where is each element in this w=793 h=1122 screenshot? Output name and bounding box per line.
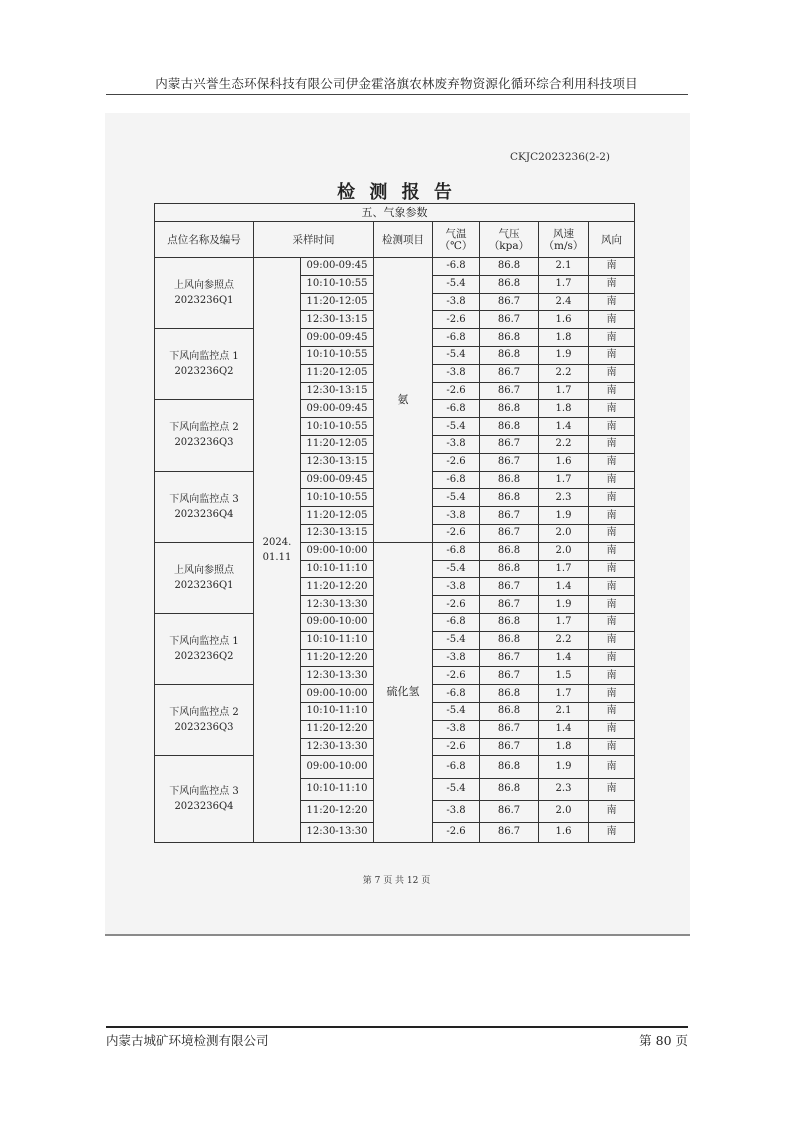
temperature-cell: -2.6 bbox=[433, 596, 480, 614]
wind-direction-cell: 南 bbox=[589, 578, 635, 596]
footer-page-number: 第 80 页 bbox=[639, 1033, 688, 1048]
sampling-time-cell: 11:20-12:05 bbox=[301, 364, 374, 382]
table-row bbox=[155, 258, 635, 276]
sampling-time-cell: 10:10-10:55 bbox=[301, 275, 374, 293]
wind-direction-cell: 南 bbox=[589, 613, 635, 631]
temperature-cell: -5.4 bbox=[433, 275, 480, 293]
temperature-cell: -6.8 bbox=[433, 756, 480, 779]
col-wind-speed-header: 风速 （m/s） bbox=[539, 222, 589, 258]
temperature-cell: -5.4 bbox=[433, 418, 480, 436]
footer-divider bbox=[106, 1026, 688, 1028]
pressure-cell: 86.8 bbox=[480, 258, 539, 276]
pressure-cell: 86.7 bbox=[480, 382, 539, 400]
wind-direction-cell: 南 bbox=[589, 524, 635, 542]
wind-direction-cell: 南 bbox=[589, 418, 635, 436]
wind-direction-cell: 南 bbox=[589, 453, 635, 471]
temperature-cell: -3.8 bbox=[433, 507, 480, 525]
sampling-time-cell: 10:10-11:10 bbox=[301, 778, 374, 800]
wind-direction-cell: 南 bbox=[589, 400, 635, 418]
pressure-cell: 86.7 bbox=[480, 364, 539, 382]
table-row bbox=[155, 542, 635, 560]
temperature-cell: -5.4 bbox=[433, 631, 480, 649]
wind-speed-cell: 1.4 bbox=[539, 720, 589, 738]
col-pressure-header: 气压 （kpa） bbox=[480, 222, 539, 258]
temperature-cell: -2.6 bbox=[433, 311, 480, 329]
wind-direction-cell: 南 bbox=[589, 720, 635, 738]
wind-direction-cell: 南 bbox=[589, 800, 635, 822]
pressure-cell: 86.7 bbox=[480, 453, 539, 471]
wind-speed-cell: 1.8 bbox=[539, 738, 589, 756]
pressure-cell: 86.8 bbox=[480, 400, 539, 418]
report-code: CKJC2023236(2-2) bbox=[510, 151, 610, 163]
temperature-cell: -6.8 bbox=[433, 258, 480, 276]
pressure-cell: 86.8 bbox=[480, 631, 539, 649]
meteorological-table bbox=[154, 203, 635, 843]
wind-speed-cell: 1.7 bbox=[539, 471, 589, 489]
sampling-time-cell: 11:20-12:20 bbox=[301, 720, 374, 738]
site-name-cell: 下风向监控点 3 2023236Q4 bbox=[155, 756, 254, 843]
temperature-cell: -5.4 bbox=[433, 346, 480, 364]
site-name-cell: 下风向监控点 1 2023236Q2 bbox=[155, 329, 254, 400]
temperature-cell: -2.6 bbox=[433, 738, 480, 756]
temperature-cell: -3.8 bbox=[433, 364, 480, 382]
wind-direction-cell: 南 bbox=[589, 685, 635, 703]
temperature-cell: -6.8 bbox=[433, 542, 480, 560]
wind-direction-cell: 南 bbox=[589, 702, 635, 720]
sampling-time-cell: 12:30-13:30 bbox=[301, 738, 374, 756]
sampling-time-cell: 09:00-09:45 bbox=[301, 471, 374, 489]
pressure-cell: 86.8 bbox=[480, 613, 539, 631]
wind-speed-cell: 1.9 bbox=[539, 596, 589, 614]
sampling-time-cell: 11:20-12:20 bbox=[301, 649, 374, 667]
pressure-cell: 86.8 bbox=[480, 471, 539, 489]
temperature-cell: -5.4 bbox=[433, 702, 480, 720]
section-title: 五、气象参数 bbox=[155, 204, 635, 222]
sampling-time-cell: 10:10-10:55 bbox=[301, 489, 374, 507]
sampling-time-cell: 09:00-10:00 bbox=[301, 685, 374, 703]
pressure-cell: 86.7 bbox=[480, 435, 539, 453]
wind-direction-cell: 南 bbox=[589, 382, 635, 400]
pressure-cell: 86.8 bbox=[480, 346, 539, 364]
wind-direction-cell: 南 bbox=[589, 471, 635, 489]
pressure-cell: 86.7 bbox=[480, 738, 539, 756]
wind-direction-cell: 南 bbox=[589, 738, 635, 756]
pressure-cell: 86.8 bbox=[480, 560, 539, 578]
wind-speed-cell: 2.3 bbox=[539, 489, 589, 507]
sampling-time-cell: 10:10-10:55 bbox=[301, 346, 374, 364]
footer-company: 内蒙古城矿环境检测有限公司 bbox=[106, 1033, 269, 1048]
pressure-cell: 86.7 bbox=[480, 800, 539, 822]
header-divider bbox=[106, 94, 688, 95]
pressure-cell: 86.8 bbox=[480, 542, 539, 560]
wind-speed-cell: 2.0 bbox=[539, 800, 589, 822]
wind-speed-cell: 1.6 bbox=[539, 822, 589, 842]
pressure-cell: 86.7 bbox=[480, 649, 539, 667]
wind-speed-cell: 1.7 bbox=[539, 685, 589, 703]
pressure-cell: 86.8 bbox=[480, 329, 539, 347]
pressure-cell: 86.7 bbox=[480, 720, 539, 738]
wind-direction-cell: 南 bbox=[589, 329, 635, 347]
sampling-time-cell: 12:30-13:15 bbox=[301, 524, 374, 542]
sampling-time-cell: 12:30-13:30 bbox=[301, 596, 374, 614]
wind-direction-cell: 南 bbox=[589, 507, 635, 525]
wind-direction-cell: 南 bbox=[589, 596, 635, 614]
temperature-cell: -5.4 bbox=[433, 560, 480, 578]
wind-direction-cell: 南 bbox=[589, 364, 635, 382]
sampling-time-cell: 09:00-10:00 bbox=[301, 756, 374, 779]
col-item-header: 检测项目 bbox=[374, 222, 433, 258]
temperature-cell: -2.6 bbox=[433, 453, 480, 471]
wind-speed-cell: 2.0 bbox=[539, 542, 589, 560]
pressure-cell: 86.7 bbox=[480, 293, 539, 311]
wind-direction-cell: 南 bbox=[589, 560, 635, 578]
temperature-cell: -3.8 bbox=[433, 720, 480, 738]
wind-speed-cell: 1.7 bbox=[539, 275, 589, 293]
site-name-cell: 上风向参照点 2023236Q1 bbox=[155, 542, 254, 613]
wind-speed-cell: 1.7 bbox=[539, 613, 589, 631]
temperature-cell: -3.8 bbox=[433, 293, 480, 311]
wind-direction-cell: 南 bbox=[589, 649, 635, 667]
wind-speed-cell: 1.5 bbox=[539, 667, 589, 685]
wind-speed-cell: 2.0 bbox=[539, 524, 589, 542]
sampling-time-cell: 11:20-12:05 bbox=[301, 293, 374, 311]
sampling-time-cell: 11:20-12:20 bbox=[301, 578, 374, 596]
site-name-cell: 下风向监控点 2 2023236Q3 bbox=[155, 400, 254, 471]
pressure-cell: 86.7 bbox=[480, 524, 539, 542]
test-item-cell: 氨 bbox=[374, 258, 433, 543]
temperature-cell: -6.8 bbox=[433, 329, 480, 347]
sampling-time-cell: 12:30-13:30 bbox=[301, 667, 374, 685]
pressure-cell: 86.8 bbox=[480, 685, 539, 703]
sampling-time-cell: 11:20-12:20 bbox=[301, 800, 374, 822]
pressure-cell: 86.8 bbox=[480, 418, 539, 436]
sampling-time-cell: 11:20-12:05 bbox=[301, 435, 374, 453]
scan-page-info: 第 7 页 共 12 页 bbox=[362, 876, 431, 886]
wind-direction-cell: 南 bbox=[589, 667, 635, 685]
wind-direction-cell: 南 bbox=[589, 489, 635, 507]
sampling-time-cell: 12:30-13:15 bbox=[301, 311, 374, 329]
wind-speed-cell: 1.4 bbox=[539, 649, 589, 667]
pressure-cell: 86.8 bbox=[480, 756, 539, 779]
temperature-cell: -2.6 bbox=[433, 524, 480, 542]
wind-speed-cell: 2.3 bbox=[539, 778, 589, 800]
temperature-cell: -6.8 bbox=[433, 613, 480, 631]
temperature-cell: -5.4 bbox=[433, 778, 480, 800]
wind-speed-cell: 2.4 bbox=[539, 293, 589, 311]
sampling-time-cell: 10:10-10:55 bbox=[301, 418, 374, 436]
sampling-time-cell: 09:00-09:45 bbox=[301, 258, 374, 276]
pressure-cell: 86.8 bbox=[480, 489, 539, 507]
sampling-time-cell: 10:10-11:10 bbox=[301, 560, 374, 578]
sampling-time-cell: 12:30-13:30 bbox=[301, 822, 374, 842]
temperature-cell: -2.6 bbox=[433, 382, 480, 400]
pressure-cell: 86.7 bbox=[480, 578, 539, 596]
wind-direction-cell: 南 bbox=[589, 311, 635, 329]
pressure-cell: 86.8 bbox=[480, 778, 539, 800]
sampling-time-cell: 11:20-12:05 bbox=[301, 507, 374, 525]
site-name-cell: 下风向监控点 1 2023236Q2 bbox=[155, 613, 254, 684]
wind-speed-cell: 2.2 bbox=[539, 364, 589, 382]
wind-speed-cell: 1.9 bbox=[539, 507, 589, 525]
wind-direction-cell: 南 bbox=[589, 346, 635, 364]
sampling-time-cell: 10:10-11:10 bbox=[301, 631, 374, 649]
wind-speed-cell: 1.8 bbox=[539, 400, 589, 418]
col-sampling-time-header: 采样时间 bbox=[254, 222, 374, 258]
report-title: 检 测 报 告 bbox=[337, 182, 456, 203]
wind-direction-cell: 南 bbox=[589, 778, 635, 800]
col-site-header: 点位名称及编号 bbox=[155, 222, 254, 258]
pressure-cell: 86.7 bbox=[480, 667, 539, 685]
wind-speed-cell: 2.1 bbox=[539, 702, 589, 720]
wind-speed-cell: 1.4 bbox=[539, 578, 589, 596]
temperature-cell: -6.8 bbox=[433, 685, 480, 703]
wind-speed-cell: 1.9 bbox=[539, 346, 589, 364]
sampling-time-cell: 09:00-10:00 bbox=[301, 542, 374, 560]
sampling-time-cell: 12:30-13:15 bbox=[301, 382, 374, 400]
wind-speed-cell: 1.8 bbox=[539, 329, 589, 347]
sampling-time-cell: 09:00-09:45 bbox=[301, 329, 374, 347]
pressure-cell: 86.7 bbox=[480, 311, 539, 329]
wind-speed-cell: 1.6 bbox=[539, 311, 589, 329]
col-temperature-header: 气温 （℃） bbox=[433, 222, 480, 258]
temperature-cell: -3.8 bbox=[433, 435, 480, 453]
sampling-time-cell: 09:00-10:00 bbox=[301, 613, 374, 631]
wind-speed-cell: 1.9 bbox=[539, 756, 589, 779]
site-name-cell: 下风向监控点 3 2023236Q4 bbox=[155, 471, 254, 542]
wind-direction-cell: 南 bbox=[589, 293, 635, 311]
test-item-cell: 硫化氢 bbox=[374, 542, 433, 842]
wind-speed-cell: 1.4 bbox=[539, 418, 589, 436]
sampling-time-cell: 12:30-13:15 bbox=[301, 453, 374, 471]
wind-speed-cell: 1.7 bbox=[539, 560, 589, 578]
wind-direction-cell: 南 bbox=[589, 542, 635, 560]
temperature-cell: -3.8 bbox=[433, 649, 480, 667]
temperature-cell: -5.4 bbox=[433, 489, 480, 507]
pressure-cell: 86.8 bbox=[480, 275, 539, 293]
pressure-cell: 86.7 bbox=[480, 822, 539, 842]
wind-speed-cell: 1.6 bbox=[539, 453, 589, 471]
wind-direction-cell: 南 bbox=[589, 822, 635, 842]
wind-direction-cell: 南 bbox=[589, 275, 635, 293]
wind-direction-cell: 南 bbox=[589, 631, 635, 649]
pressure-cell: 86.7 bbox=[480, 507, 539, 525]
wind-speed-cell: 2.1 bbox=[539, 258, 589, 276]
temperature-cell: -3.8 bbox=[433, 578, 480, 596]
sampling-time-cell: 09:00-09:45 bbox=[301, 400, 374, 418]
col-wind-direction-header: 风向 bbox=[589, 222, 635, 258]
wind-direction-cell: 南 bbox=[589, 435, 635, 453]
wind-speed-cell: 2.2 bbox=[539, 435, 589, 453]
site-name-cell: 上风向参照点 2023236Q1 bbox=[155, 258, 254, 329]
sampling-date-cell: 2024. 01.11 bbox=[254, 258, 301, 843]
page-header-title: 内蒙古兴誉生态环保科技有限公司伊金霍洛旗农林废弃物资源化循环综合利用科技项目 bbox=[155, 76, 638, 91]
pressure-cell: 86.8 bbox=[480, 702, 539, 720]
wind-speed-cell: 1.7 bbox=[539, 382, 589, 400]
sampling-time-cell: 10:10-11:10 bbox=[301, 702, 374, 720]
temperature-cell: -3.8 bbox=[433, 800, 480, 822]
wind-speed-cell: 2.2 bbox=[539, 631, 589, 649]
temperature-cell: -2.6 bbox=[433, 822, 480, 842]
wind-direction-cell: 南 bbox=[589, 756, 635, 779]
temperature-cell: -2.6 bbox=[433, 667, 480, 685]
scan-bottom-edge bbox=[105, 934, 690, 936]
site-name-cell: 下风向监控点 2 2023236Q3 bbox=[155, 685, 254, 756]
pressure-cell: 86.7 bbox=[480, 596, 539, 614]
wind-direction-cell: 南 bbox=[589, 258, 635, 276]
temperature-cell: -6.8 bbox=[433, 400, 480, 418]
temperature-cell: -6.8 bbox=[433, 471, 480, 489]
